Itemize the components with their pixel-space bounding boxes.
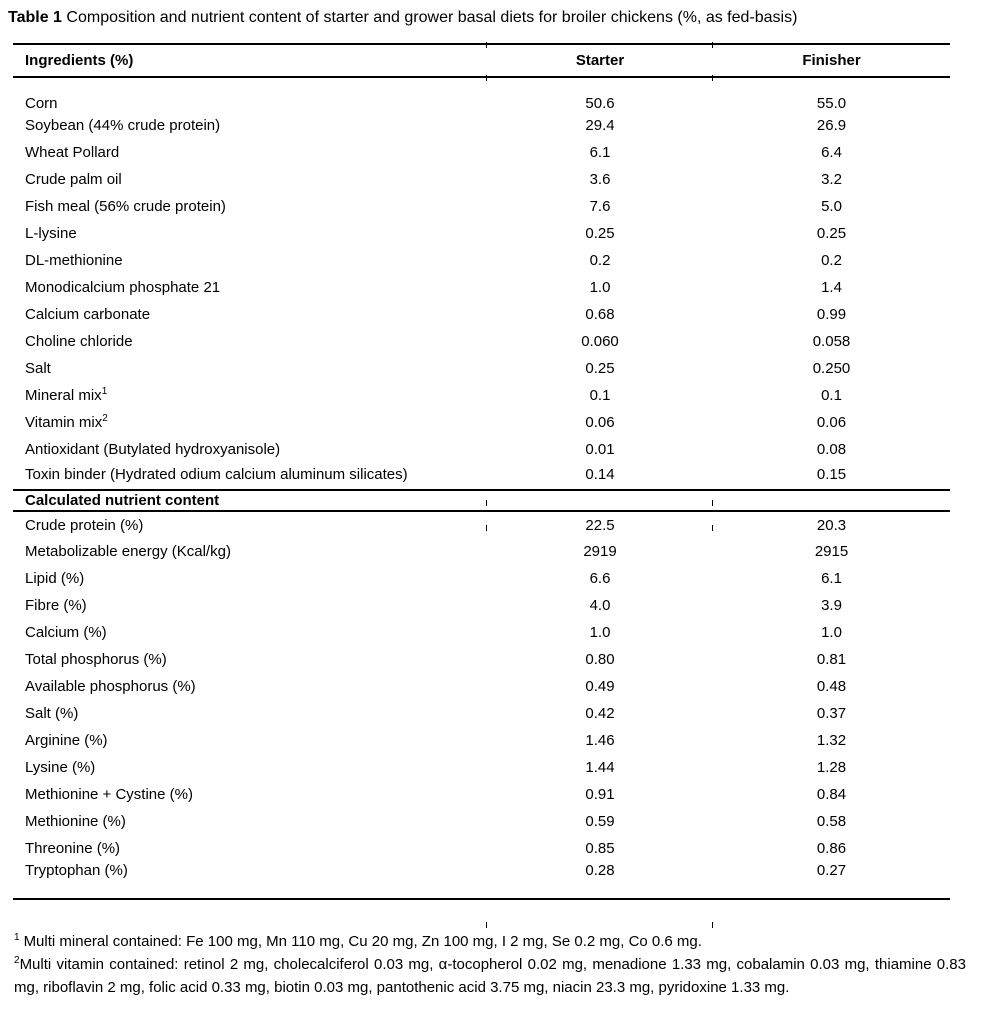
table-row [13, 166, 950, 193]
starter-value: 22.5 [585, 516, 615, 534]
starter-value: 0.80 [585, 651, 615, 668]
finisher-value: 0.86 [816, 840, 847, 857]
column-divider-tick [712, 75, 713, 81]
row-label: Threonine (%) [25, 840, 121, 857]
column-divider-tick [486, 75, 487, 81]
table-row [13, 565, 950, 592]
starter-value: 4.0 [589, 597, 611, 614]
starter-value: 0.25 [585, 360, 615, 377]
finisher-value: 3.9 [821, 597, 842, 614]
table-row [13, 274, 950, 301]
starter-value: 2919 [583, 543, 617, 560]
table-row [13, 754, 950, 781]
row-label: Calcium carbonate [25, 306, 151, 323]
footnote-vitamin-mix [14, 953, 966, 999]
table-header [13, 44, 950, 77]
row-label: Salt (%) [25, 705, 79, 722]
column-divider-tick [486, 922, 487, 928]
nutrients-section [13, 511, 950, 899]
row-label: Calcium (%) [25, 624, 107, 641]
row-label: Corn [25, 95, 58, 112]
row-label: Tryptophan (%) [25, 862, 128, 879]
finisher-value: 1.28 [816, 759, 847, 776]
finisher-value: 20.3 [816, 516, 847, 534]
row-label: Soybean (44% crude protein) [25, 117, 221, 134]
finisher-value: 0.08 [816, 441, 847, 458]
row-label: Toxin binder (Hydrated odium calcium aluminum silicates) [25, 466, 408, 483]
starter-value: 29.4 [585, 117, 615, 134]
table-row [13, 247, 950, 274]
starter-value: 0.42 [585, 705, 615, 722]
starter-value: 50.6 [585, 95, 615, 112]
section-divider [13, 490, 950, 511]
finisher-value: 0.99 [816, 306, 847, 323]
table-row [13, 355, 950, 382]
row-label: Methionine + Cystine (%) [25, 786, 193, 803]
table-row [13, 328, 950, 355]
starter-value: 0.59 [585, 813, 615, 830]
table-row [13, 436, 950, 463]
starter-value: 0.25 [585, 225, 615, 242]
section-header-row [13, 490, 950, 511]
finisher-value: 2915 [814, 543, 849, 560]
table-row [13, 77, 950, 112]
starter-value: 6.1 [589, 144, 611, 161]
starter-value: 0.1 [589, 387, 611, 404]
starter-value: 1.44 [585, 759, 615, 776]
starter-value: 0.28 [585, 862, 615, 879]
table-row [13, 382, 950, 409]
row-label: Wheat Pollard [25, 144, 120, 161]
table-row [13, 727, 950, 754]
row-label: Available phosphorus (%) [25, 678, 196, 695]
table-row [13, 511, 950, 538]
table-row [13, 301, 950, 328]
column-divider-tick [712, 922, 713, 928]
finisher-value: 0.2 [821, 252, 842, 269]
finisher-value: 1.32 [816, 732, 847, 749]
table-row [13, 139, 950, 166]
table-row [13, 862, 950, 899]
section-header-label: Calculated nutrient content [13, 490, 950, 511]
row-label: Antioxidant (Butylated hydroxyanisole) [25, 441, 281, 458]
starter-value: 0.68 [585, 306, 615, 323]
column-header-starter: Starter [487, 44, 713, 77]
finisher-value: 6.4 [821, 144, 842, 161]
row-label: Mineral mix$^1$ [25, 386, 108, 404]
finisher-value: 0.06 [816, 414, 847, 431]
finisher-value: 0.81 [816, 651, 847, 668]
table-row [13, 220, 950, 247]
starter-value: 6.6 [589, 570, 611, 587]
column-divider-tick [486, 42, 487, 48]
starter-value: 1.0 [589, 279, 611, 296]
finisher-value: 0.27 [816, 862, 847, 879]
starter-value: 7.6 [589, 198, 611, 215]
starter-value: 3.6 [589, 171, 611, 188]
table-row [13, 409, 950, 436]
table-row [13, 193, 950, 220]
table-row [13, 700, 950, 727]
finisher-value: 26.9 [816, 117, 847, 134]
starter-value: 1.0 [589, 624, 611, 641]
finisher-value: 0.58 [816, 813, 847, 830]
starter-value: 0.91 [585, 786, 615, 803]
table-row [13, 646, 950, 673]
column-header-ingredients: Ingredients (%) [13, 44, 487, 77]
finisher-value: 1.0 [821, 624, 842, 641]
table-row [13, 619, 950, 646]
row-label: Methionine (%) [25, 813, 126, 830]
starter-value: 0.01 [585, 441, 615, 458]
finisher-value: 0.25 [816, 225, 847, 242]
finisher-value: 6.1 [821, 570, 842, 587]
column-divider-tick [712, 42, 713, 48]
column-divider-tick [486, 500, 487, 506]
finisher-value: 55.0 [816, 95, 847, 112]
table-number-label: Table 1 [8, 9, 62, 26]
finisher-value: 0.37 [816, 705, 847, 722]
column-header-finisher: Finisher [713, 44, 950, 77]
footnote-text: Multi vitamin contained: retinol 2 mg, cholecalciferol 0.03 mg, α-tocopherol 0.02 mg, menadione 1.33 mg, cobalamin 0.03 mg, thiamine 0.83 mg, riboflavin 2 mg, folic acid 0.33 mg, biotin 0.03 mg, pantothenic acid 3.75 mg, niacin 23.3 mg, pyridoxine 1.33 mg. [14, 956, 966, 996]
starter-value: 0.14 [585, 466, 615, 483]
footnote-marker: 1 [14, 932, 20, 943]
footnote-marker: 2 [14, 955, 20, 966]
row-label: Monodicalcium phosphate 21 [25, 279, 221, 296]
finisher-value: 0.250 [812, 360, 851, 377]
row-label: Fibre (%) [25, 597, 87, 614]
row-label: Metabolizable energy (Kcal/kg) [25, 543, 231, 560]
row-label: Arginine (%) [25, 732, 108, 749]
footnote-reference: 2 [102, 413, 108, 424]
row-label: Total phosphorus (%) [25, 651, 167, 668]
row-label: L-lysine [25, 225, 77, 242]
table-caption-text: Composition and nutrient content of starter and grower basal diets for broiler chickens (%, as fed-basis) [66, 9, 798, 26]
table-caption [8, 9, 797, 27]
row-label: Lysine (%) [25, 759, 96, 776]
footnote-mineral-mix [14, 930, 966, 953]
row-label: Crude palm oil [25, 171, 122, 188]
row-label: Crude protein (%) [25, 516, 144, 534]
footnotes [14, 930, 966, 999]
starter-value: 1.46 [585, 732, 615, 749]
row-label: Choline chloride [25, 333, 133, 350]
row-label: Salt [25, 360, 51, 377]
table-row [13, 112, 950, 139]
ingredients-section [13, 77, 950, 490]
table-row [13, 538, 950, 565]
diet-table [13, 43, 950, 900]
header-row [13, 44, 950, 77]
footnote-reference: 1 [101, 386, 108, 397]
table-row [13, 463, 950, 490]
finisher-value: 3.2 [821, 171, 842, 188]
finisher-value: 1.4 [821, 279, 842, 296]
column-divider-tick [712, 525, 713, 531]
row-label: Fish meal (56% crude protein) [25, 198, 226, 215]
table-row [13, 781, 950, 808]
footnote-text: Multi mineral contained: Fe 100 mg, Mn 110 mg, Cu 20 mg, Zn 100 mg, I 2 mg, Se 0.2 mg, Co 0.6 mg. [23, 933, 702, 950]
diet-table-wrapper [13, 43, 950, 900]
column-divider-tick [712, 500, 713, 506]
finisher-value: 5.0 [821, 198, 842, 215]
row-label: DL-methionine [25, 252, 123, 269]
starter-value: 0.2 [589, 252, 611, 269]
table-row [13, 592, 950, 619]
finisher-value: 0.84 [816, 786, 847, 803]
starter-value: 0.06 [585, 414, 615, 431]
finisher-value: 0.1 [821, 387, 842, 404]
column-divider-tick [486, 525, 487, 531]
row-label: Lipid (%) [25, 570, 85, 587]
finisher-value: 0.058 [812, 333, 851, 350]
finisher-value: 0.15 [816, 466, 847, 483]
finisher-value: 0.48 [816, 678, 847, 695]
starter-value: 0.49 [585, 678, 615, 695]
table-row [13, 835, 950, 862]
row-label: Vitamin mix$^2$ [25, 413, 108, 431]
table-row [13, 673, 950, 700]
starter-value: 0.85 [585, 840, 615, 857]
starter-value: 0.060 [581, 333, 619, 350]
table-row [13, 808, 950, 835]
